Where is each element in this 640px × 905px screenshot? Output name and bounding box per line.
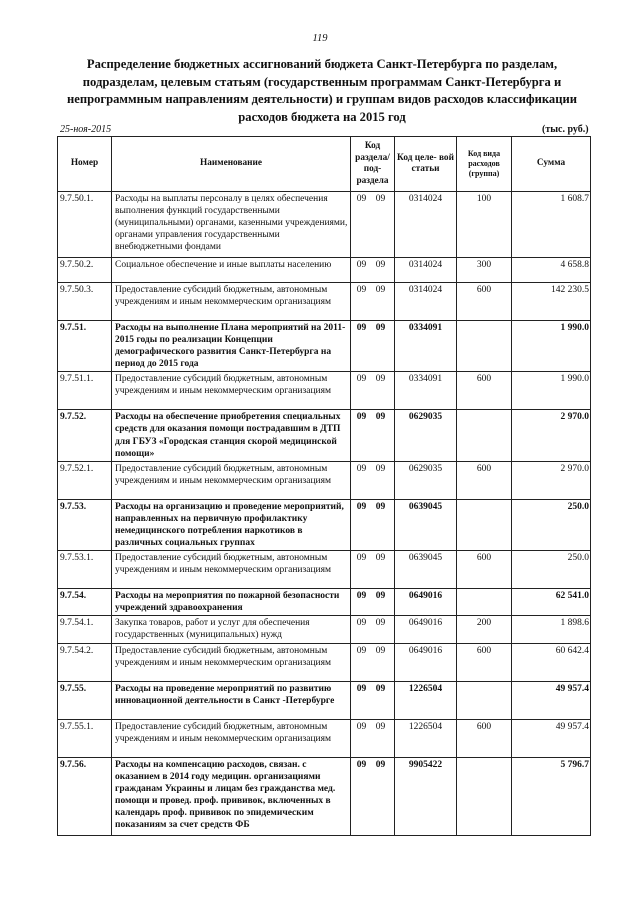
row-sum: 49 957.4 — [512, 681, 591, 719]
row-number: 9.7.56. — [58, 757, 112, 835]
row-expense-group — [457, 410, 512, 461]
row-section: 09 — [356, 374, 367, 385]
row-number: 9.7.50.1. — [58, 192, 112, 258]
row-sum: 1 990.0 — [512, 321, 591, 372]
table-row — [58, 372, 591, 410]
row-sum: 250.0 — [512, 499, 591, 550]
row-section: 09 — [356, 759, 367, 770]
header-name: Наименование — [112, 137, 351, 192]
row-sum: 49 957.4 — [512, 719, 591, 757]
table-body — [58, 192, 591, 836]
row-target-code: 0649016 — [395, 616, 457, 643]
table-row — [58, 643, 591, 681]
row-sum: 1 898.6 — [512, 616, 591, 643]
row-sum: 5 796.7 — [512, 757, 591, 835]
row-target-code: 0629035 — [395, 410, 457, 461]
row-expense-group — [457, 499, 512, 550]
row-name: Расходы на выплаты персоналу в целях обеспечения выполнения функций государственными (муниципальными) органами, казенными учреждениями, органами управления государственными внебюджетными фондами — [112, 192, 351, 258]
row-section: 09 — [356, 618, 367, 629]
row-number: 9.7.51.1. — [58, 372, 112, 410]
row-subsection: 09 — [375, 323, 386, 333]
row-name: Расходы на обеспечение приобретения специальных средств для оказания помощи пострадавшим в ДТП для ГБУЗ «Городская станция скорой медицинской помощи» — [112, 410, 351, 461]
row-expense-group: 600 — [457, 461, 512, 499]
row-number: 9.7.50.2. — [58, 258, 112, 283]
row-subsection: 09 — [375, 618, 386, 629]
row-target-code: 0629035 — [395, 461, 457, 499]
row-target-code: 1226504 — [395, 681, 457, 719]
row-name: Предоставление субсидий бюджетным, автономным учреждениям и иным некоммерческим организациям — [112, 643, 351, 681]
row-section: 09 — [356, 463, 367, 474]
row-expense-group — [457, 681, 512, 719]
row-target-code: 0334091 — [395, 321, 457, 372]
row-section: 09 — [356, 645, 367, 656]
row-subsection: 09 — [375, 501, 386, 512]
table-row — [58, 589, 591, 616]
row-expense-group: 600 — [457, 283, 512, 321]
document-date: 25-ноя-2015 — [60, 124, 112, 135]
row-subsection: 09 — [375, 683, 386, 694]
row-name: Расходы на мероприятия по пожарной безопасности учреждений здравоохранения — [112, 589, 351, 616]
table-row — [58, 192, 591, 258]
row-sum: 4 658.8 — [512, 258, 591, 283]
row-section: 09 — [356, 553, 367, 564]
row-section: 09 — [356, 285, 367, 295]
row-name: Социальное обеспечение и иные выплаты населению — [112, 258, 351, 283]
row-expense-group — [457, 321, 512, 372]
row-section: 09 — [356, 194, 367, 204]
row-section: 09 — [356, 721, 367, 732]
row-target-code: 0639045 — [395, 551, 457, 589]
table-row — [58, 283, 591, 321]
row-expense-group: 600 — [457, 643, 512, 681]
row-name: Расходы на организацию и проведение мероприятий, направленных на первичную профилактику немедицинского потребления наркотиков в различных социальных группах — [112, 499, 351, 550]
row-subsection: 09 — [375, 553, 386, 564]
row-target-code: 0649016 — [395, 589, 457, 616]
row-sum: 142 230.5 — [512, 283, 591, 321]
row-target-code: 0314024 — [395, 283, 457, 321]
row-name: Предоставление субсидий бюджетным, автономным учреждениям и иным некоммерческим организациям — [112, 719, 351, 757]
row-subsection: 09 — [375, 759, 386, 770]
row-name: Предоставление субсидий бюджетным, автономным учреждениям и иным некоммерческим организациям — [112, 461, 351, 499]
row-section: 09 — [356, 683, 367, 694]
row-number: 9.7.55.1. — [58, 719, 112, 757]
row-sum: 60 642.4 — [512, 643, 591, 681]
row-target-code: 9905422 — [395, 757, 457, 835]
row-number: 9.7.50.3. — [58, 283, 112, 321]
row-name: Предоставление субсидий бюджетным, автономным учреждениям и иным некоммерческим организациям — [112, 372, 351, 410]
header-number: Номер — [58, 137, 112, 192]
table-row — [58, 410, 591, 461]
row-expense-group: 100 — [457, 192, 512, 258]
budget-table — [57, 136, 591, 836]
row-expense-group: 600 — [457, 551, 512, 589]
row-section: 09 — [356, 260, 367, 270]
header-section-code: Код раздела/ под- раздела — [351, 137, 395, 192]
row-name: Расходы на компенсацию расходов, связан. с оказанием в 2014 году медицин. организациями гражданам Украины и лицам без гражданства мед. помощи и провед. проф. прививок, включенных в календарь проф. прививок по эпидемическим показаниям за счет средств ФБ — [112, 757, 351, 835]
row-section: 09 — [356, 323, 367, 333]
table-row — [58, 321, 591, 372]
row-number: 9.7.53. — [58, 499, 112, 550]
row-subsection: 09 — [375, 194, 386, 204]
row-number: 9.7.52.1. — [58, 461, 112, 499]
table-row — [58, 616, 591, 643]
row-sum: 2 970.0 — [512, 461, 591, 499]
row-target-code: 0314024 — [395, 192, 457, 258]
row-number: 9.7.54.1. — [58, 616, 112, 643]
row-target-code: 0639045 — [395, 499, 457, 550]
row-sum: 1 608.7 — [512, 192, 591, 258]
table-row — [58, 551, 591, 589]
table-row — [58, 499, 591, 550]
row-expense-group: 600 — [457, 719, 512, 757]
row-expense-group — [457, 757, 512, 835]
row-subsection: 09 — [375, 260, 386, 270]
row-sum: 1 990.0 — [512, 372, 591, 410]
row-subsection: 09 — [375, 721, 386, 732]
row-subsection: 09 — [375, 463, 386, 474]
row-target-code: 0334091 — [395, 372, 457, 410]
row-expense-group: 300 — [457, 258, 512, 283]
row-number: 9.7.53.1. — [58, 551, 112, 589]
units-label: (тыс. руб.) — [542, 124, 589, 135]
row-name: Закупка товаров, работ и услуг для обеспечения государственных (муниципальных) нужд — [112, 616, 351, 643]
row-subsection: 09 — [375, 412, 386, 423]
row-subsection: 09 — [375, 374, 386, 385]
row-target-code: 0649016 — [395, 643, 457, 681]
row-expense-group: 200 — [457, 616, 512, 643]
row-subsection: 09 — [375, 645, 386, 656]
row-target-code: 1226504 — [395, 719, 457, 757]
table-row — [58, 681, 591, 719]
row-sum: 62 541.0 — [512, 589, 591, 616]
row-name: Расходы на проведение мероприятий по развитию инновационной деятельности в Санкт -Петербурге — [112, 681, 351, 719]
row-number: 9.7.52. — [58, 410, 112, 461]
row-sum: 2 970.0 — [512, 410, 591, 461]
row-subsection: 09 — [375, 285, 386, 295]
header-target-code: Код целе- вой статьи — [395, 137, 457, 192]
row-number: 9.7.54.2. — [58, 643, 112, 681]
row-expense-group — [457, 589, 512, 616]
table-row — [58, 258, 591, 283]
row-name: Предоставление субсидий бюджетным, автономным учреждениям и иным некоммерческим организациям — [112, 551, 351, 589]
document-title: Распределение бюджетных ассигнований бюджета Санкт-Петербурга по разделам, подразделам, целевым статьям (государственным программам Санкт-Петербурга и непрограммным направлениям деятельности) и группам видов расходов классификации расходов бюджета на 2015 год — [67, 57, 577, 124]
row-number: 9.7.55. — [58, 681, 112, 719]
table-row — [58, 719, 591, 757]
header-sum: Сумма — [512, 137, 591, 192]
row-name: Предоставление субсидий бюджетным, автономным учреждениям и иным некоммерческим организациям — [112, 283, 351, 321]
header-expense-group: Код вида расходов (группа) — [457, 137, 512, 192]
table-row — [58, 461, 591, 499]
row-section: 09 — [356, 501, 367, 512]
row-section: 09 — [356, 591, 367, 602]
row-number: 9.7.54. — [58, 589, 112, 616]
row-number: 9.7.51. — [58, 321, 112, 372]
table-row — [58, 757, 591, 835]
row-subsection: 09 — [375, 591, 386, 602]
row-name: Расходы на выполнение Плана мероприятий на 2011-2015 годы по реализации Концепции демографического развития Санкт-Петербурга на период до 2015 года — [112, 321, 351, 372]
row-sum: 250.0 — [512, 551, 591, 589]
row-target-code: 0314024 — [395, 258, 457, 283]
page-number: 119 — [312, 33, 328, 44]
row-expense-group: 600 — [457, 372, 512, 410]
row-section: 09 — [356, 412, 367, 423]
